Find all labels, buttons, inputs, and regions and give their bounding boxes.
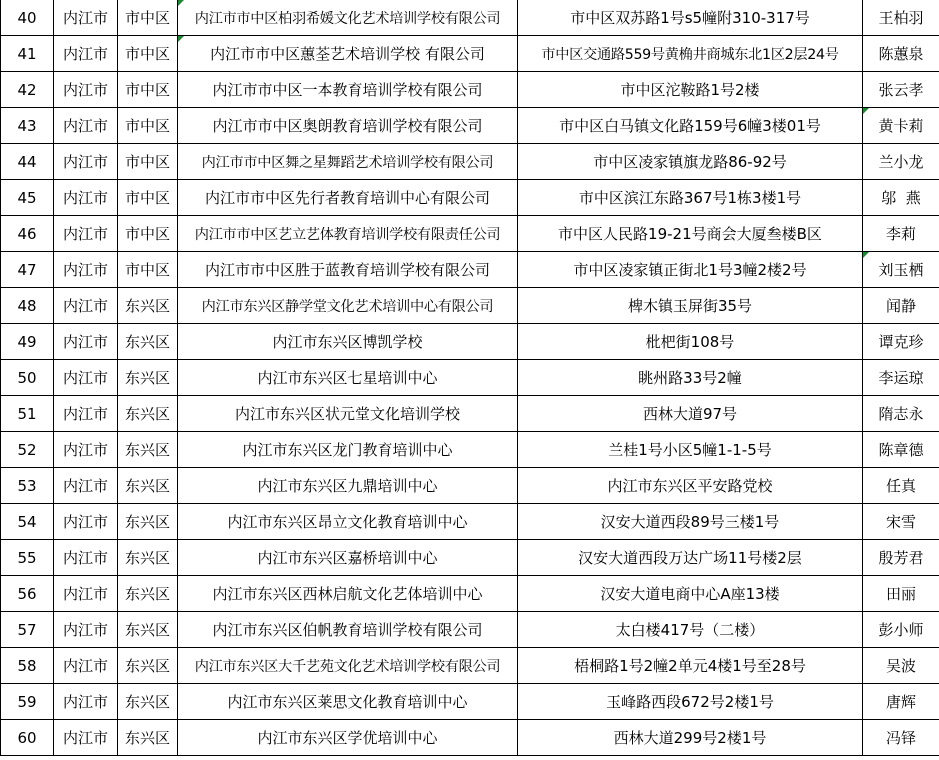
table-row	[1, 144, 939, 180]
cell-address[interactable]: 枇杷街108号	[518, 324, 863, 360]
table-row	[1, 468, 939, 504]
cell-institution-name[interactable]: 内江市东兴区莱思文化教育培训中心	[178, 684, 518, 720]
cell-institution-name[interactable]: 内江市市中区先行者教育培训中心有限公司	[178, 180, 518, 216]
cell-institution-name[interactable]: 内江市东兴区大千艺苑文化艺术培训学校有限公司	[178, 648, 518, 684]
cell-legal-representative[interactable]: 邬 燕	[863, 180, 939, 216]
cell-district[interactable]: 东兴区	[118, 684, 178, 720]
cell-city[interactable]: 内江市	[54, 432, 118, 468]
cell-address[interactable]: 汉安大道电商中心A座13楼	[518, 576, 863, 612]
cell-number[interactable]: 53	[1, 468, 54, 504]
cell-address[interactable]: 市中区白马镇文化路159号6幢3楼01号	[518, 108, 863, 144]
cell-address[interactable]: 眺州路33号2幢	[518, 360, 863, 396]
cell-legal-representative[interactable]: 陈章德	[863, 432, 939, 468]
cell-legal-representative[interactable]: 王柏羽	[863, 0, 939, 36]
cell-address[interactable]: 西林大道97号	[518, 396, 863, 432]
cell-district[interactable]: 东兴区	[118, 612, 178, 648]
cell-legal-representative[interactable]: 黄卡莉	[863, 108, 939, 144]
cell-address[interactable]: 市中区双苏路1号s5幢附310-317号	[518, 0, 863, 36]
cell-legal-representative[interactable]: 宋雪	[863, 504, 939, 540]
cell-institution-name[interactable]: 内江市市中区舞之星舞蹈艺术培训学校有限公司	[178, 144, 518, 180]
cell-district[interactable]: 东兴区	[118, 540, 178, 576]
cell-number[interactable]: 42	[1, 72, 54, 108]
cell-institution-name[interactable]: 内江市市中区蕙荃艺术培训学校 有限公司	[178, 36, 518, 72]
cell-institution-name[interactable]: 内江市东兴区静学堂文化艺术培训中心有限公司	[178, 288, 518, 324]
cell-district[interactable]: 东兴区	[118, 468, 178, 504]
table-row	[1, 504, 939, 540]
cell-institution-name[interactable]: 内江市东兴区龙门教育培训中心	[178, 432, 518, 468]
cell-address[interactable]: 市中区凌家镇正街北1号3幢2楼2号	[518, 252, 863, 288]
cell-district[interactable]: 东兴区	[118, 324, 178, 360]
cell-district[interactable]: 市中区	[118, 252, 178, 288]
cell-number[interactable]: 59	[1, 684, 54, 720]
table-row	[1, 540, 939, 576]
table-row	[1, 180, 939, 216]
cell-city[interactable]: 内江市	[54, 0, 118, 36]
cell-city[interactable]: 内江市	[54, 648, 118, 684]
cell-institution-name[interactable]: 内江市东兴区博凯学校	[178, 324, 518, 360]
cell-institution-name[interactable]: 内江市东兴区学优培训中心	[178, 720, 518, 756]
cell-city[interactable]: 内江市	[54, 396, 118, 432]
table-row	[1, 360, 939, 396]
cell-district[interactable]: 东兴区	[118, 396, 178, 432]
cell-address[interactable]: 兰桂1号小区5幢1-1-5号	[518, 432, 863, 468]
table-row	[1, 684, 939, 720]
cell-district[interactable]: 市中区	[118, 36, 178, 72]
cell-number[interactable]: 47	[1, 252, 54, 288]
table-row	[1, 36, 939, 72]
cell-number[interactable]: 57	[1, 612, 54, 648]
table-row	[1, 576, 939, 612]
cell-legal-representative[interactable]: 任真	[863, 468, 939, 504]
cell-number[interactable]: 50	[1, 360, 54, 396]
cell-institution-name[interactable]: 内江市东兴区七星培训中心	[178, 360, 518, 396]
cell-address[interactable]: 市中区滨江东路367号1栋3楼1号	[518, 180, 863, 216]
cell-legal-representative[interactable]: 彭小师	[863, 612, 939, 648]
table-row	[1, 396, 939, 432]
table-row	[1, 288, 939, 324]
cell-legal-representative[interactable]: 闻静	[863, 288, 939, 324]
cell-city[interactable]: 内江市	[54, 504, 118, 540]
table-row	[1, 72, 939, 108]
cell-city[interactable]: 内江市	[54, 576, 118, 612]
cell-legal-representative[interactable]: 刘玉栖	[863, 252, 939, 288]
cell-institution-name[interactable]: 内江市市中区胜于蓝教育培训学校有限公司	[178, 252, 518, 288]
cell-legal-representative[interactable]: 李运琼	[863, 360, 939, 396]
cell-district[interactable]: 东兴区	[118, 504, 178, 540]
cell-city[interactable]: 内江市	[54, 540, 118, 576]
cell-institution-name[interactable]: 内江市市中区奥朗教育培训学校有限公司	[178, 108, 518, 144]
cell-city[interactable]: 内江市	[54, 720, 118, 756]
cell-legal-representative[interactable]: 隋志永	[863, 396, 939, 432]
cell-city[interactable]: 内江市	[54, 36, 118, 72]
cell-address[interactable]: 市中区沱鞍路1号2楼	[518, 72, 863, 108]
table-row	[1, 324, 939, 360]
cell-address[interactable]: 市中区凌家镇旗龙路86-92号	[518, 144, 863, 180]
cell-address[interactable]: 内江市东兴区平安路党校	[518, 468, 863, 504]
cell-number[interactable]: 54	[1, 504, 54, 540]
cell-district[interactable]: 市中区	[118, 72, 178, 108]
cell-legal-representative[interactable]: 田丽	[863, 576, 939, 612]
cell-number[interactable]: 48	[1, 288, 54, 324]
cell-district[interactable]: 市中区	[118, 144, 178, 180]
cell-number[interactable]: 60	[1, 720, 54, 756]
cell-district[interactable]: 东兴区	[118, 648, 178, 684]
cell-city[interactable]: 内江市	[54, 252, 118, 288]
table-row	[1, 0, 939, 36]
table-row	[1, 612, 939, 648]
cell-district[interactable]: 东兴区	[118, 360, 178, 396]
table-row	[1, 720, 939, 756]
cell-number[interactable]: 49	[1, 324, 54, 360]
cell-number[interactable]: 55	[1, 540, 54, 576]
cell-address[interactable]: 西林大道299号2楼1号	[518, 720, 863, 756]
cell-legal-representative[interactable]: 冯铎	[863, 720, 939, 756]
cell-city[interactable]: 内江市	[54, 108, 118, 144]
cell-institution-name[interactable]: 内江市市中区柏羽希媛文化艺术培训学校有限公司	[178, 0, 518, 36]
table-row	[1, 432, 939, 468]
table-row	[1, 108, 939, 144]
cell-district[interactable]: 市中区	[118, 0, 178, 36]
cell-institution-name[interactable]: 内江市市中区一本教育培训学校有限公司	[178, 72, 518, 108]
cell-address[interactable]: 汉安大道西段89号三楼1号	[518, 504, 863, 540]
cell-legal-representative[interactable]: 兰小龙	[863, 144, 939, 180]
cell-district[interactable]: 市中区	[118, 216, 178, 252]
cell-legal-representative[interactable]: 张云孝	[863, 72, 939, 108]
cell-city[interactable]: 内江市	[54, 324, 118, 360]
cell-address[interactable]: 市中区人民路19-21号商会大厦叁楼B区	[518, 216, 863, 252]
cell-institution-name[interactable]: 内江市东兴区九鼎培训中心	[178, 468, 518, 504]
table-row	[1, 252, 939, 288]
cell-city[interactable]: 内江市	[54, 468, 118, 504]
cell-institution-name[interactable]: 内江市东兴区状元堂文化培训学校	[178, 396, 518, 432]
cell-legal-representative[interactable]: 殷芳君	[863, 540, 939, 576]
cell-district[interactable]: 东兴区	[118, 288, 178, 324]
cell-number[interactable]: 43	[1, 108, 54, 144]
cell-city[interactable]: 内江市	[54, 360, 118, 396]
cell-address[interactable]: 汉安大道西段万达广场11号楼2层	[518, 540, 863, 576]
cell-number[interactable]: 51	[1, 396, 54, 432]
cell-district[interactable]: 东兴区	[118, 576, 178, 612]
cell-legal-representative[interactable]: 谭克珍	[863, 324, 939, 360]
cell-institution-name[interactable]: 内江市东兴区伯帆教育培训学校有限公司	[178, 612, 518, 648]
cell-district[interactable]: 市中区	[118, 180, 178, 216]
cell-address[interactable]: 市中区交通路559号黄桷井商城东北1区2层24号	[518, 36, 863, 72]
cell-legal-representative[interactable]: 李莉	[863, 216, 939, 252]
cell-institution-name[interactable]: 内江市市中区艺立艺体教育培训学校有限责任公司	[178, 216, 518, 252]
cell-legal-representative[interactable]: 陈蕙泉	[863, 36, 939, 72]
cell-city[interactable]: 内江市	[54, 180, 118, 216]
cell-legal-representative[interactable]: 唐辉	[863, 684, 939, 720]
cell-city[interactable]: 内江市	[54, 288, 118, 324]
cell-institution-name[interactable]: 内江市东兴区昂立文化教育培训中心	[178, 504, 518, 540]
cell-address[interactable]: 椑木镇玉屏街35号	[518, 288, 863, 324]
cell-institution-name[interactable]: 内江市东兴区嘉桥培训中心	[178, 540, 518, 576]
cell-city[interactable]: 内江市	[54, 72, 118, 108]
cell-number[interactable]: 46	[1, 216, 54, 252]
cell-city[interactable]: 内江市	[54, 216, 118, 252]
table-row	[1, 648, 939, 684]
cell-district[interactable]: 市中区	[118, 108, 178, 144]
cell-number[interactable]: 45	[1, 180, 54, 216]
cell-city[interactable]: 内江市	[54, 684, 118, 720]
cell-district[interactable]: 东兴区	[118, 720, 178, 756]
cell-number[interactable]: 44	[1, 144, 54, 180]
table-row	[1, 216, 939, 252]
cell-district[interactable]: 东兴区	[118, 432, 178, 468]
cell-legal-representative[interactable]: 吴波	[863, 648, 939, 684]
cell-address[interactable]: 梧桐路1号2幢2单元4楼1号至28号	[518, 648, 863, 684]
cell-number[interactable]: 58	[1, 648, 54, 684]
cell-address[interactable]: 玉峰路西段672号2楼1号	[518, 684, 863, 720]
cell-number[interactable]: 52	[1, 432, 54, 468]
cell-number[interactable]: 56	[1, 576, 54, 612]
cell-city[interactable]: 内江市	[54, 144, 118, 180]
cell-number[interactable]: 41	[1, 36, 54, 72]
cell-institution-name[interactable]: 内江市东兴区西林启航文化艺体培训中心	[178, 576, 518, 612]
cell-city[interactable]: 内江市	[54, 612, 118, 648]
cell-address[interactable]: 太白楼417号（二楼）	[518, 612, 863, 648]
cell-number[interactable]: 40	[1, 0, 54, 36]
